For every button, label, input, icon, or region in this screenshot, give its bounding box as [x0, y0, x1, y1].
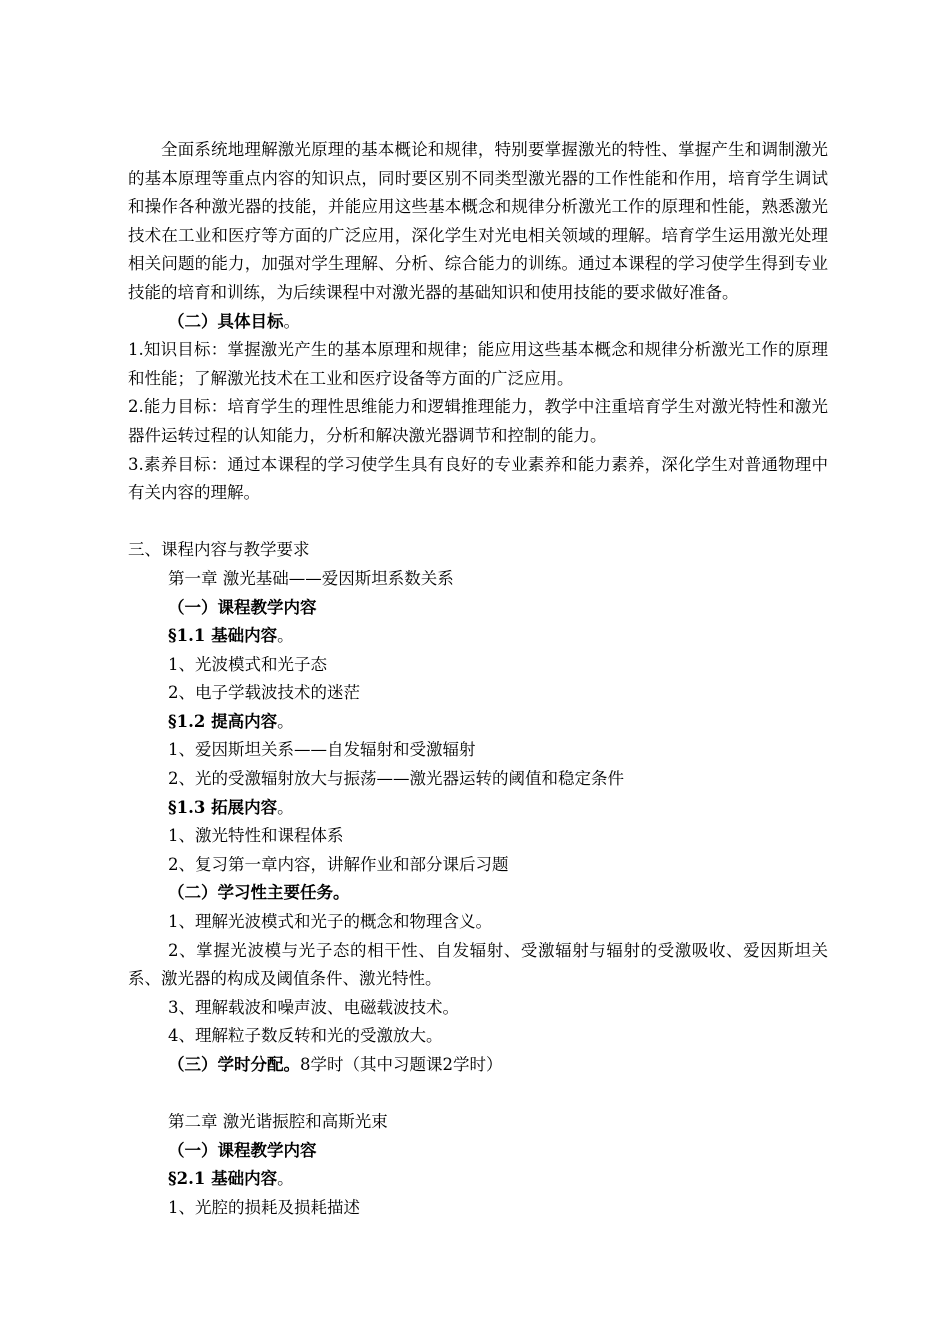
- goal-literacy: 3.素养目标：通过本课程的学习使学生具有良好的专业素养和能力素养，深化学生对普通物理中有关内容的理解。: [128, 454, 828, 503]
- list-item: 2、电子学载波技术的迷茫: [168, 683, 360, 703]
- chapter1-hours-text: 8学时（其中习题课2学时）: [300, 1055, 503, 1074]
- specific-goals-heading-text: （二）具体目标: [168, 311, 284, 331]
- section-1-3-heading-text: §1.3 拓展内容: [168, 797, 278, 817]
- section-1-2-heading-punct: 。: [277, 711, 294, 731]
- specific-goals-heading: [128, 308, 828, 337]
- chapter2-content-heading: （一）课程教学内容: [168, 1140, 317, 1160]
- section-1-3-heading: [128, 794, 828, 823]
- section-1-1-heading: [128, 622, 828, 651]
- spacer: [128, 508, 828, 537]
- list-item: 1、光腔的损耗及损耗描述: [168, 1197, 360, 1217]
- list-item: 1、爱因斯坦关系——自发辐射和受激辐射: [168, 740, 476, 760]
- spacer: [128, 1080, 828, 1109]
- list-item: 2、复习第一章内容，讲解作业和部分课后习题: [168, 854, 509, 874]
- goal-knowledge: 1.知识目标：掌握激光产生的基本原理和规律；能应用这些基本概念和规律分析激光工作的原理和性能；了解激光技术在工业和医疗设备等方面的广泛应用。: [128, 340, 828, 388]
- task-item: 4、理解粒子数反转和光的受激放大。: [168, 1026, 443, 1046]
- chapter1-content-heading: （一）课程教学内容: [168, 597, 317, 617]
- document-body: [128, 136, 828, 1223]
- section-1-2-heading-text: §1.2 提高内容: [168, 711, 278, 731]
- chapter1-tasks-heading: （二）学习性主要任务。: [168, 883, 350, 903]
- chapter1-hours-heading: （三）学时分配。: [168, 1055, 300, 1074]
- section-2-1-heading-text: §2.1 基础内容: [168, 1169, 278, 1189]
- task-item: 2、掌握光波模与光子态的相干性、自发辐射、受激辐射与辐射的受激吸收、爱因斯坦关系、激光器的构成及阈值条件、激光特性。: [128, 940, 828, 989]
- intro-paragraph: 全面系统地理解激光原理的基本概论和规律，特别要掌握激光的特性、掌握产生和调制激光的基本原理等重点内容的知识点，同时要区别不同类型激光器的工作性能和作用，培育学生调试和操作各种激光器的技能，并能应用这些基本概念和规律分析激光工作的原理和性能，熟悉激光技术在工业和医疗等方面的广泛应用，深化学生对光电相关领域的理解。培育学生运用激光处理相关问题的能力，加强对学生理解、分析、综合能力的训练。通过本课程的学习使学生得到专业技能的培育和训练，为后续课程中对激光器的基础知识和使用技能的要求做好准备。: [128, 140, 828, 302]
- list-item: 1、激光特性和课程体系: [168, 826, 344, 846]
- section-1-1-heading-text: §1.1 基础内容: [168, 626, 278, 646]
- section-1-3-heading-punct: 。: [277, 797, 294, 817]
- goal-ability: 2.能力目标：培育学生的理性思维能力和逻辑推理能力，教学中注重培育学生对激光特性和激光器件运转过程的认知能力，分析和解决激光器调节和控制的能力。: [128, 397, 828, 445]
- chapter1-title: 第一章 激光基础——爱因斯坦系数关系: [168, 568, 454, 588]
- section-2-1-heading: [128, 1165, 828, 1194]
- chapter2-title: 第二章 激光谐振腔和高斯光束: [168, 1112, 388, 1132]
- section3-title: 三、课程内容与教学要求: [128, 540, 310, 560]
- section-2-1-heading-punct: 。: [277, 1169, 294, 1189]
- section-1-2-heading: [128, 708, 828, 737]
- task-item: 1、理解光波模式和光子的概念和物理含义。: [168, 912, 492, 932]
- list-item: 2、光的受激辐射放大与振荡——激光器运转的阈值和稳定条件: [168, 769, 624, 789]
- chapter1-hours: [128, 1051, 828, 1080]
- specific-goals-heading-punct: 。: [283, 311, 300, 331]
- section-1-1-heading-punct: 。: [277, 626, 294, 646]
- list-item: 1、光波模式和光子态: [168, 654, 327, 674]
- task-item: 3、理解载波和噪声波、电磁载波技术。: [168, 997, 459, 1017]
